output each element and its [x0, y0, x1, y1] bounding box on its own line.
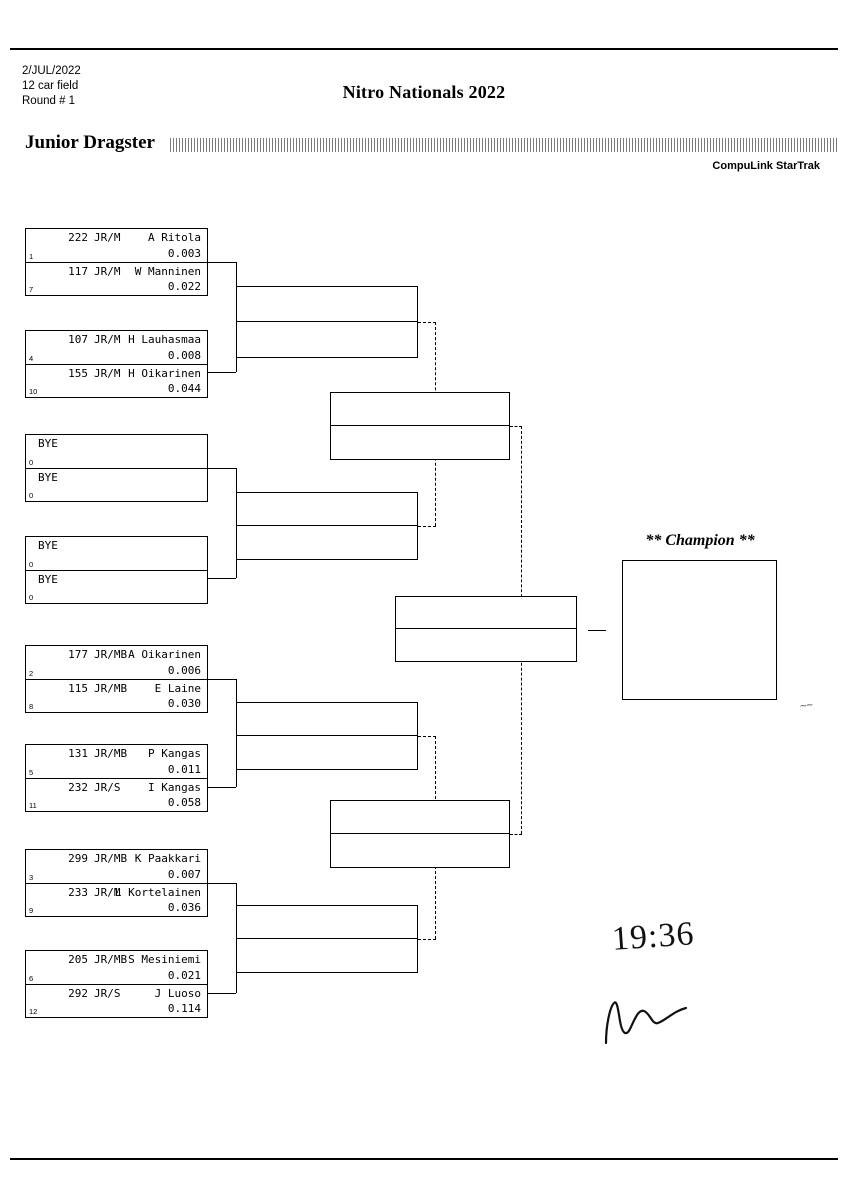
connector-line [208, 993, 236, 994]
timing-system-label: CompuLink StarTrak [712, 160, 820, 172]
car-number: 117 [68, 265, 88, 278]
result-slot [396, 597, 576, 629]
entry-slot [26, 262, 207, 295]
car-number: 155 [68, 367, 88, 380]
event-title: Nitro Nationals 2022 [342, 82, 506, 102]
car-number: 177 [68, 648, 88, 661]
entry-slot [26, 883, 207, 916]
pair-box-3 [25, 434, 208, 502]
meta-date: 2/JUL/2022 [22, 65, 81, 77]
result-slot [331, 801, 509, 834]
entry-slot [26, 646, 207, 679]
handwritten-time: 19:36 [610, 915, 696, 958]
final-result-box[interactable] [395, 596, 577, 662]
car-number: 233 [68, 886, 88, 899]
pair-box-6 [25, 744, 208, 812]
pair-box-4 [25, 536, 208, 604]
car-number: 299 [68, 852, 88, 865]
reaction-time: 0.030 [167, 697, 201, 710]
reaction-time: 0.007 [167, 868, 201, 881]
reaction-time: 0.008 [167, 349, 201, 362]
lane-number: 0 [29, 491, 34, 500]
car-class: JR/S [94, 781, 121, 794]
pair-box-8 [25, 950, 208, 1018]
entry-slot [26, 435, 207, 468]
semifinal-result-box-bottom[interactable] [330, 800, 510, 868]
car-number: 292 [68, 987, 88, 1000]
driver-name: H Lauhasmaa [128, 333, 201, 346]
car-class: JR/M [94, 886, 121, 899]
class-title-fill-bar [170, 138, 838, 152]
reaction-time: 0.114 [167, 1002, 201, 1015]
header-rule [10, 48, 838, 50]
car-class: JR/MB [94, 682, 128, 695]
reaction-time: 0.022 [167, 280, 201, 293]
connector-line [588, 630, 606, 631]
lane-number: 12 [29, 1007, 38, 1016]
connector-line [208, 372, 236, 373]
lane-number: 0 [29, 560, 34, 569]
driver-name: K Paakkari [134, 852, 201, 865]
entry-slot [26, 537, 207, 570]
connector-line [208, 578, 236, 579]
round2-result-box-a[interactable] [236, 286, 418, 358]
pair-box-2 [25, 330, 208, 398]
car-class: JR/M [94, 333, 121, 346]
champion-box[interactable] [622, 560, 777, 700]
entry-slot [26, 984, 207, 1017]
result-slot [237, 287, 417, 322]
result-slot [331, 834, 509, 867]
entry-slot [26, 778, 207, 811]
lane-number: 5 [29, 768, 34, 777]
car-number: 222 [68, 231, 88, 244]
result-slot [331, 393, 509, 426]
result-slot [396, 629, 576, 661]
connector-line [208, 787, 236, 788]
meta-round: Round # 1 [22, 95, 76, 107]
car-class: JR/M [94, 367, 121, 380]
entry-slot [26, 229, 207, 262]
champion-label: ** Champion ** [645, 532, 755, 549]
lane-number: 0 [29, 458, 34, 467]
connector-line-dashed [510, 834, 522, 835]
connector-line-dashed [418, 526, 436, 527]
footer-rule [10, 1158, 838, 1160]
semifinal-result-box-top[interactable] [330, 392, 510, 460]
result-slot [237, 493, 417, 526]
lane-number: 4 [29, 354, 34, 363]
car-class: JR/MB [94, 747, 128, 760]
car-class: JR/M [94, 231, 121, 244]
lane-number: 11 [29, 801, 37, 810]
connector-line-dashed [418, 939, 436, 940]
driver-name: H Oikarinen [128, 367, 201, 380]
reaction-time: 0.003 [167, 247, 201, 260]
pair-box-7 [25, 849, 208, 917]
car-number: 232 [68, 781, 88, 794]
reaction-time: 0.036 [167, 901, 201, 914]
entry-slot [26, 850, 207, 883]
lane-number: 2 [29, 669, 34, 678]
result-slot [237, 322, 417, 357]
entry-slot [26, 364, 207, 397]
lane-number: 6 [29, 974, 34, 983]
entry-slot [26, 951, 207, 984]
driver-name: BYE [38, 437, 58, 450]
entry-slot [26, 570, 207, 603]
connector-line [208, 468, 236, 469]
car-number: 205 [68, 953, 88, 966]
entry-slot [26, 679, 207, 712]
lane-number: 10 [29, 387, 38, 396]
car-number: 115 [68, 682, 88, 695]
lane-number: 0 [29, 593, 34, 602]
round2-result-box-b[interactable] [236, 492, 418, 560]
driver-name: L Kortelainen [114, 886, 201, 899]
car-number: 107 [68, 333, 88, 346]
result-slot [237, 939, 417, 972]
result-slot [331, 426, 509, 459]
round2-result-box-c[interactable] [236, 702, 418, 770]
car-class: JR/S [94, 987, 121, 1000]
driver-name: J Luoso [154, 987, 201, 1000]
lane-number: 3 [29, 873, 34, 882]
reaction-time: 0.006 [167, 664, 201, 677]
result-slot [237, 703, 417, 736]
car-class: JR/MB [94, 852, 128, 865]
driver-name: S Mesiniemi [128, 953, 201, 966]
entry-slot [26, 331, 207, 364]
driver-name: P Kangas [148, 747, 201, 760]
connector-line-dashed [521, 638, 522, 834]
driver-name: A Oikarinen [128, 648, 201, 661]
lane-number: 7 [29, 285, 34, 294]
lane-number: 9 [29, 906, 34, 915]
pair-box-5 [25, 645, 208, 713]
connector-line-dashed [418, 322, 436, 323]
round2-result-box-d[interactable] [236, 905, 418, 973]
connector-line [208, 883, 236, 884]
result-slot [237, 736, 417, 769]
car-number: 131 [68, 747, 88, 760]
driver-name: A Ritola [148, 231, 201, 244]
connector-line-dashed [418, 736, 436, 737]
lane-number: 8 [29, 702, 34, 711]
driver-name: BYE [38, 539, 58, 552]
entry-slot [26, 468, 207, 501]
connector-line-dashed [521, 426, 522, 622]
driver-name: BYE [38, 573, 58, 586]
pen-smudge-mark: ~~ [799, 699, 814, 713]
meta-field: 12 car field [22, 80, 79, 92]
entry-slot [26, 745, 207, 778]
driver-name: BYE [38, 471, 58, 484]
pair-box-1 [25, 228, 208, 296]
reaction-time: 0.044 [167, 382, 201, 395]
handwritten-signature-icon [600, 995, 720, 1045]
reaction-time: 0.058 [167, 796, 201, 809]
driver-name: W Manninen [134, 265, 201, 278]
connector-line [208, 679, 236, 680]
car-class: JR/MB [94, 648, 128, 661]
car-class: JR/M [94, 265, 121, 278]
reaction-time: 0.011 [167, 763, 201, 776]
car-class: JR/MB [94, 953, 128, 966]
driver-name: E Laine [154, 682, 201, 695]
reaction-time: 0.021 [167, 969, 201, 982]
driver-name: I Kangas [148, 781, 201, 794]
connector-line [208, 262, 236, 263]
class-title: Junior Dragster [25, 132, 155, 153]
result-slot [237, 526, 417, 559]
lane-number: 1 [29, 252, 34, 261]
result-slot [237, 906, 417, 939]
